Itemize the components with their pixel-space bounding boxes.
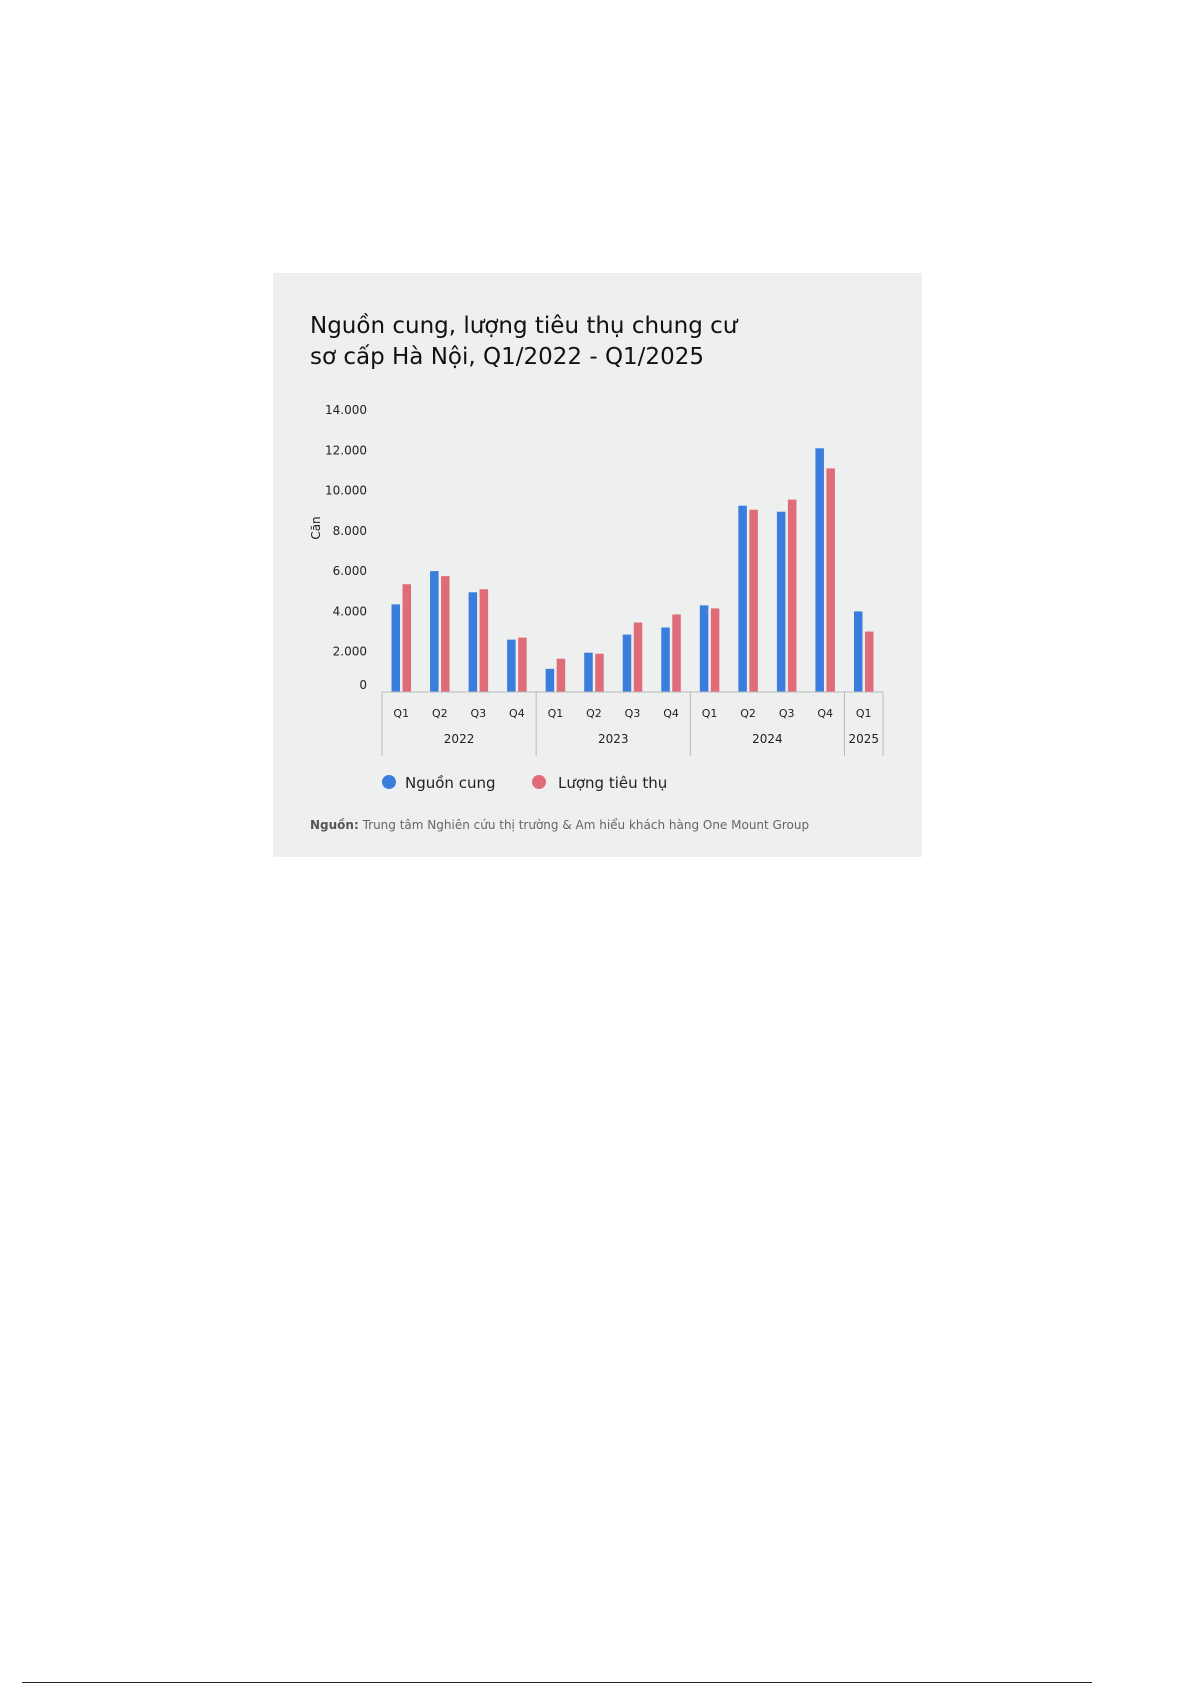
y-tick-label: 4.000 — [332, 604, 367, 619]
bar-nguon-cung — [661, 628, 670, 692]
x-tick-label: Q4 — [817, 707, 834, 720]
legend-marker-luong-tieu-thu — [532, 775, 546, 789]
bar-luong-tieu-thu — [480, 589, 489, 692]
source-label: Nguồn: — [310, 818, 359, 832]
bar-luong-tieu-thu — [672, 614, 681, 692]
x-tick-label: Q2 — [431, 707, 448, 720]
y-tick-label: 2.000 — [332, 644, 367, 659]
x-tick-label: Q4 — [663, 707, 679, 720]
bars — [392, 448, 874, 692]
bar-luong-tieu-thu — [441, 576, 450, 692]
y-axis-label: Căn — [309, 516, 323, 540]
bar-luong-tieu-thu — [788, 500, 797, 692]
bar-luong-tieu-thu — [403, 584, 412, 692]
bar-nguon-cung — [469, 592, 478, 692]
bar-nguon-cung — [584, 653, 593, 692]
x-tick-label: Q1 — [855, 707, 872, 720]
x-group-label: 2022 — [443, 732, 475, 746]
bar-nguon-cung — [507, 640, 516, 692]
y-tick-label: 6.000 — [332, 564, 367, 579]
chart-title-line-2: sơ cấp Hà Nội, Q1/2022 - Q1/2025 — [310, 344, 704, 370]
bar-luong-tieu-thu — [826, 468, 835, 692]
x-group-label: 2025 — [848, 732, 880, 746]
bar-nguon-cung — [623, 635, 632, 692]
y-tick-label: 0 — [359, 678, 367, 692]
bar-luong-tieu-thu — [711, 608, 720, 692]
x-tick-label: Q3 — [624, 707, 641, 720]
y-tick-label: 8.000 — [332, 523, 367, 538]
legend — [382, 774, 667, 792]
y-tick-label: 14.000 — [325, 403, 367, 417]
x-tick-label: Q1 — [547, 707, 564, 720]
bar-nguon-cung — [546, 669, 555, 692]
bar-luong-tieu-thu — [634, 623, 643, 692]
bar-nguon-cung — [392, 604, 401, 692]
bar-nguon-cung — [700, 605, 709, 692]
chart-title-line-1: Nguồn cung, lượng tiêu thụ chung cư — [310, 313, 738, 339]
x-tick-label: Q4 — [509, 707, 525, 720]
x-tick-label: Q3 — [778, 707, 795, 720]
bar-luong-tieu-thu — [595, 654, 604, 692]
page-bottom-rule — [22, 1682, 1092, 1683]
legend-label-nguon-cung: Nguồn cung — [405, 774, 496, 792]
bar-nguon-cung — [854, 611, 863, 692]
x-tick-label: Q2 — [586, 707, 602, 720]
legend-marker-nguon-cung — [382, 775, 396, 789]
x-group-label: 2023 — [597, 732, 629, 746]
source-text: Trung tâm Nghiên cứu thị trường & Am hiểu khách hàng One Mount Group — [358, 818, 810, 832]
x-tick-label: Q1 — [393, 707, 410, 720]
x-tick-label: Q3 — [470, 707, 487, 720]
bar-luong-tieu-thu — [557, 659, 566, 692]
y-tick-label: 10.000 — [325, 483, 367, 498]
bar-nguon-cung — [815, 448, 824, 692]
bar-luong-tieu-thu — [865, 632, 874, 692]
bar-luong-tieu-thu — [749, 510, 758, 692]
source-note — [310, 818, 809, 832]
bar-luong-tieu-thu — [518, 638, 527, 692]
x-tick-label: Q2 — [740, 707, 756, 720]
bar-nguon-cung — [777, 512, 786, 692]
x-axis — [382, 692, 883, 756]
y-axis-ticks — [325, 403, 367, 692]
x-tick-label: Q1 — [701, 707, 718, 720]
y-tick-label: 12.000 — [325, 443, 367, 458]
bar-nguon-cung — [738, 506, 747, 692]
x-group-label: 2024 — [752, 732, 783, 746]
bar-nguon-cung — [430, 571, 439, 692]
legend-label-luong-tieu-thu: Lượng tiêu thụ — [558, 774, 668, 792]
